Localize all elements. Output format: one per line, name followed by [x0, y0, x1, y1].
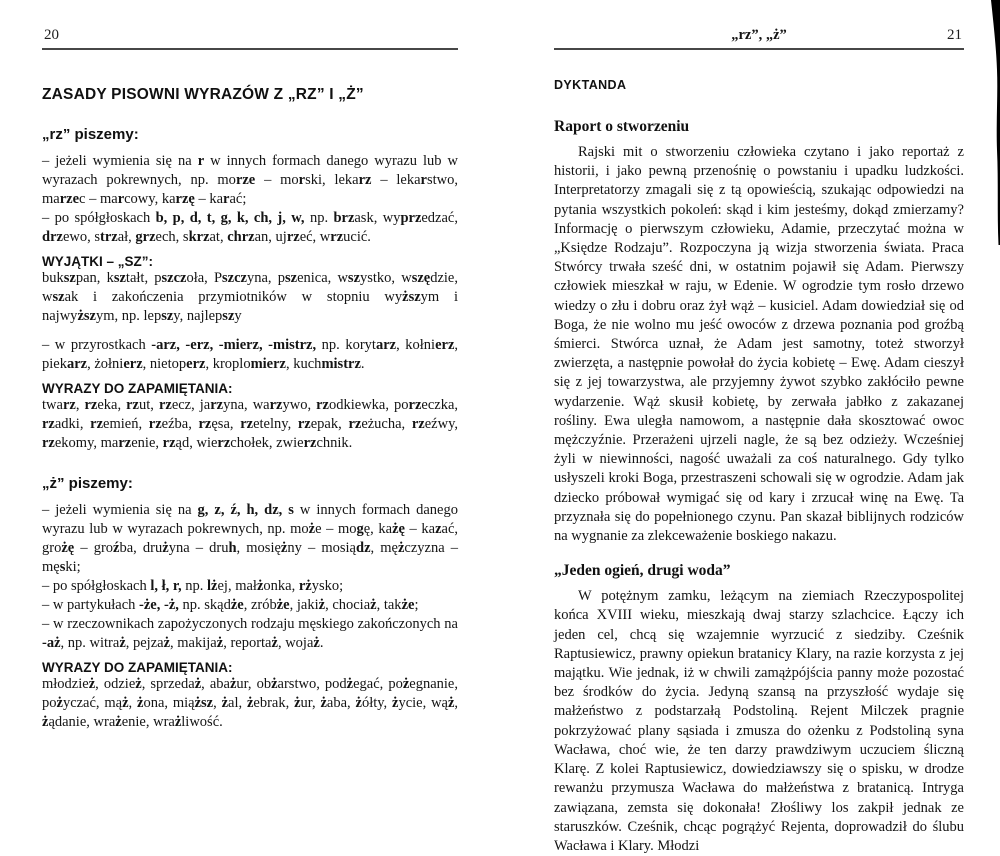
z-remember-body: młodzież, odzież, sprzedaż, abażur, obżarstwo, podżegać, pożegnanie, pożyczać, mąż, żona, miąższ, żal, żebrak, żur, żaba, żółty, życie, wąż, żądanie, wrażenie, wrażliwość. [42, 676, 459, 730]
article-2-body: W potężnym zamku, leżącym na ziemiach Rzeczypospolitej końca XVIII wieku, mieszkają dwaj starzy szlachcice. Łączy ich jeden cel, chcą się wzajemnie wyrzucić z siedziby. Cześnik Raptusiewicz, prawny opiekun bratanicy Klary, na razie korzysta z jej majątku. Wie jednak, iż w chwili zamążpójścia panny może pozostać bez środków do życia. Jedyną szansą na przyszłość wydaje się małżeństwo z podstarzałą Podstoliną. Rejent Milczek pragnie pokrzyżować plany sąsiada i zmusza do ożenku z Podstoliną syna Wacława, choć wie, że ten darzy prawdziwym uczuciem śliczną Klarę. Z kolei Raptusiewicz, dowiedziawszy się o spisku, w drodze rewanżu przymusza Wacława do małżeństwa z bratanicą. Intryga zawiązana, zemsta się dokonała! Złośliwy los zakpił jednak ze staruszków. Cześnik, chcąc pogrążyć Rejenta, doprowadził do ślubu Wacława i Klary. Młodzi [554, 588, 964, 854]
article-2-title: „Jeden ogień, drugi woda” [554, 562, 731, 580]
rz-rule-2: – po spółgłoskach b, p, d, t, g, k, ch, j, w, np. brzask, wyprzedzać, drzewo, strzał, grzech, skrzat, chrzan, ujrzeć, wrzucić. [42, 210, 458, 245]
rz-remember-body: twarz, rzeka, rzut, rzecz, jarzyna, warzywo, rzodkiewka, porzeczka, rzadki, rzemień, rzeźba, rzęsa, rzetelny, rzepak, rzeżucha, rzeźwy, rzekomy, marzenie, rząd, wierzchołek, zwierzchnik. [42, 397, 459, 451]
z-rule-2: – po spółgłoskach l, ł, r, np. lżej, małżonka, rżysko; [42, 578, 344, 594]
rz-exceptions-body: bukszpan, kształt, pszczoła, Pszczyna, pszenica, wszystko, wszędzie, wszak i zakończenia przymiotników w stopniu wyższym i najwyższym, np. lepszy, najlepszy [42, 270, 458, 324]
dyktanda-kicker: DYKTANDA [554, 78, 627, 92]
rz-remember-heading: WYRAZY DO ZAPAMIĘTANIA: [42, 381, 233, 396]
left-page-header [42, 22, 458, 50]
rz-section-heading: „rz” piszemy: [42, 126, 139, 143]
z-rule-3: – w partykułach -że, -ż, np. skądże, zróbże, jakiż, chociaż, także; [42, 597, 419, 613]
running-head: „rz”, „ż” [731, 27, 787, 43]
rz-suffixes: – w przyrostkach -arz, -erz, -mierz, -mistrz, np. korytarz, kołnierz, piekarz, żołnierz, nietoperz, kroplomierz, kuchmistrz. [42, 337, 459, 372]
z-remember-heading: WYRAZY DO ZAPAMIĘTANIA: [42, 660, 233, 675]
right-page-header [554, 22, 964, 50]
left-page-number: 20 [44, 27, 59, 43]
left-page [42, 22, 458, 732]
right-page-number: 21 [947, 27, 962, 43]
rz-rule-1: – jeżeli wymienia się na r w innych formach danego wyrazu lub w wyrazach pokrewnych, np. morze – morski, lekarz – lekarstwo, marzec – marcowy, karzę – karać; [42, 153, 458, 207]
article-1-body: Rajski mit o stworzeniu człowieka czytano i jako reportaż z historii, i jako pewną przenośnię o powstaniu i upadku ludzkości. Interpretatorzy zmagali się z tą opowieścią, szukając odpowiedzi na pytania wszystkich pokoleń: skąd i kim jesteśmy, dokąd zmierzamy? Informację o pierwszym człowieku, Adamie, przeczytać można w „Księdze Rodzaju”. Rozpoczyna ją wizja stworzenia świata. Praca Stwórcy trwała sześć dni, w ostatnim pojawił się Adam. Pierwszy człowiek mieszkał w raju, w Edenie. W ogrodzie tym rosło drzewo wiedzy o złu i dobru oraz żył wąż – kusiciel. Adam dowiedział się od Boga, że nie wolno mu jeść owoców z drzewa poznania pod groźbą śmierci. Stwórca uznał, że Adam jest samotny, toteż stworzył zwierzęta, a następnie powołał do życia kobietę – Ewę. Adam cieszył się z jej towarzystwa, ale przyjemny żywot szybko zakłóciło pewne wydarzenie. Wąż skusił kobietę, by zerwała jabłko z zakazanej rośliny. Ewa uległa namowom, a następnie dała skosztować owoc mężczyźnie. Przerażeni ujrzeli nagle, że są bez odzieży. Wcześniej żyli w niewinności, nagość uważali za coś naturalnego. Gdy tylko usłyszeli kroki Boga, przestraszeni schowali się w ogrodzie. Adam jak dziecko próbował wymigać się od kary i zrzucał winę na Ewę. Ta przyznała się do popełnionego czynu. Pan skazał biblijnych rodziców na wygnanie za zlekceważenie boskiego nakazu. [554, 144, 964, 545]
z-rule-1: – jeżeli wymienia się na g, z, ź, h, dz, s w innych formach danego wyrazu lub w wyrazach pokrewnych, np. może – mogę, każę – kazać, grożę – groźba, drużyna – druh, mosiężny – mosiądz, mężczyzna – męski; [42, 502, 459, 575]
scan-edge-artifact [987, 0, 1000, 245]
page-title: ZASADY PISOWNI WYRAZÓW Z „RZ” I „Ż” [42, 86, 364, 103]
z-rule-4: – w rzeczownikach zapożyczonych rodzaju męskiego zakończonych na -aż, np. witraż, pejzaż, makijaż, reportaż, wojaż. [42, 616, 458, 651]
z-section-heading: „ż” piszemy: [42, 475, 133, 492]
right-page [554, 22, 964, 856]
article-1-title: Raport o stworzeniu [554, 118, 690, 135]
rz-exceptions-heading: WYJĄTKI – „SZ”: [42, 254, 154, 269]
